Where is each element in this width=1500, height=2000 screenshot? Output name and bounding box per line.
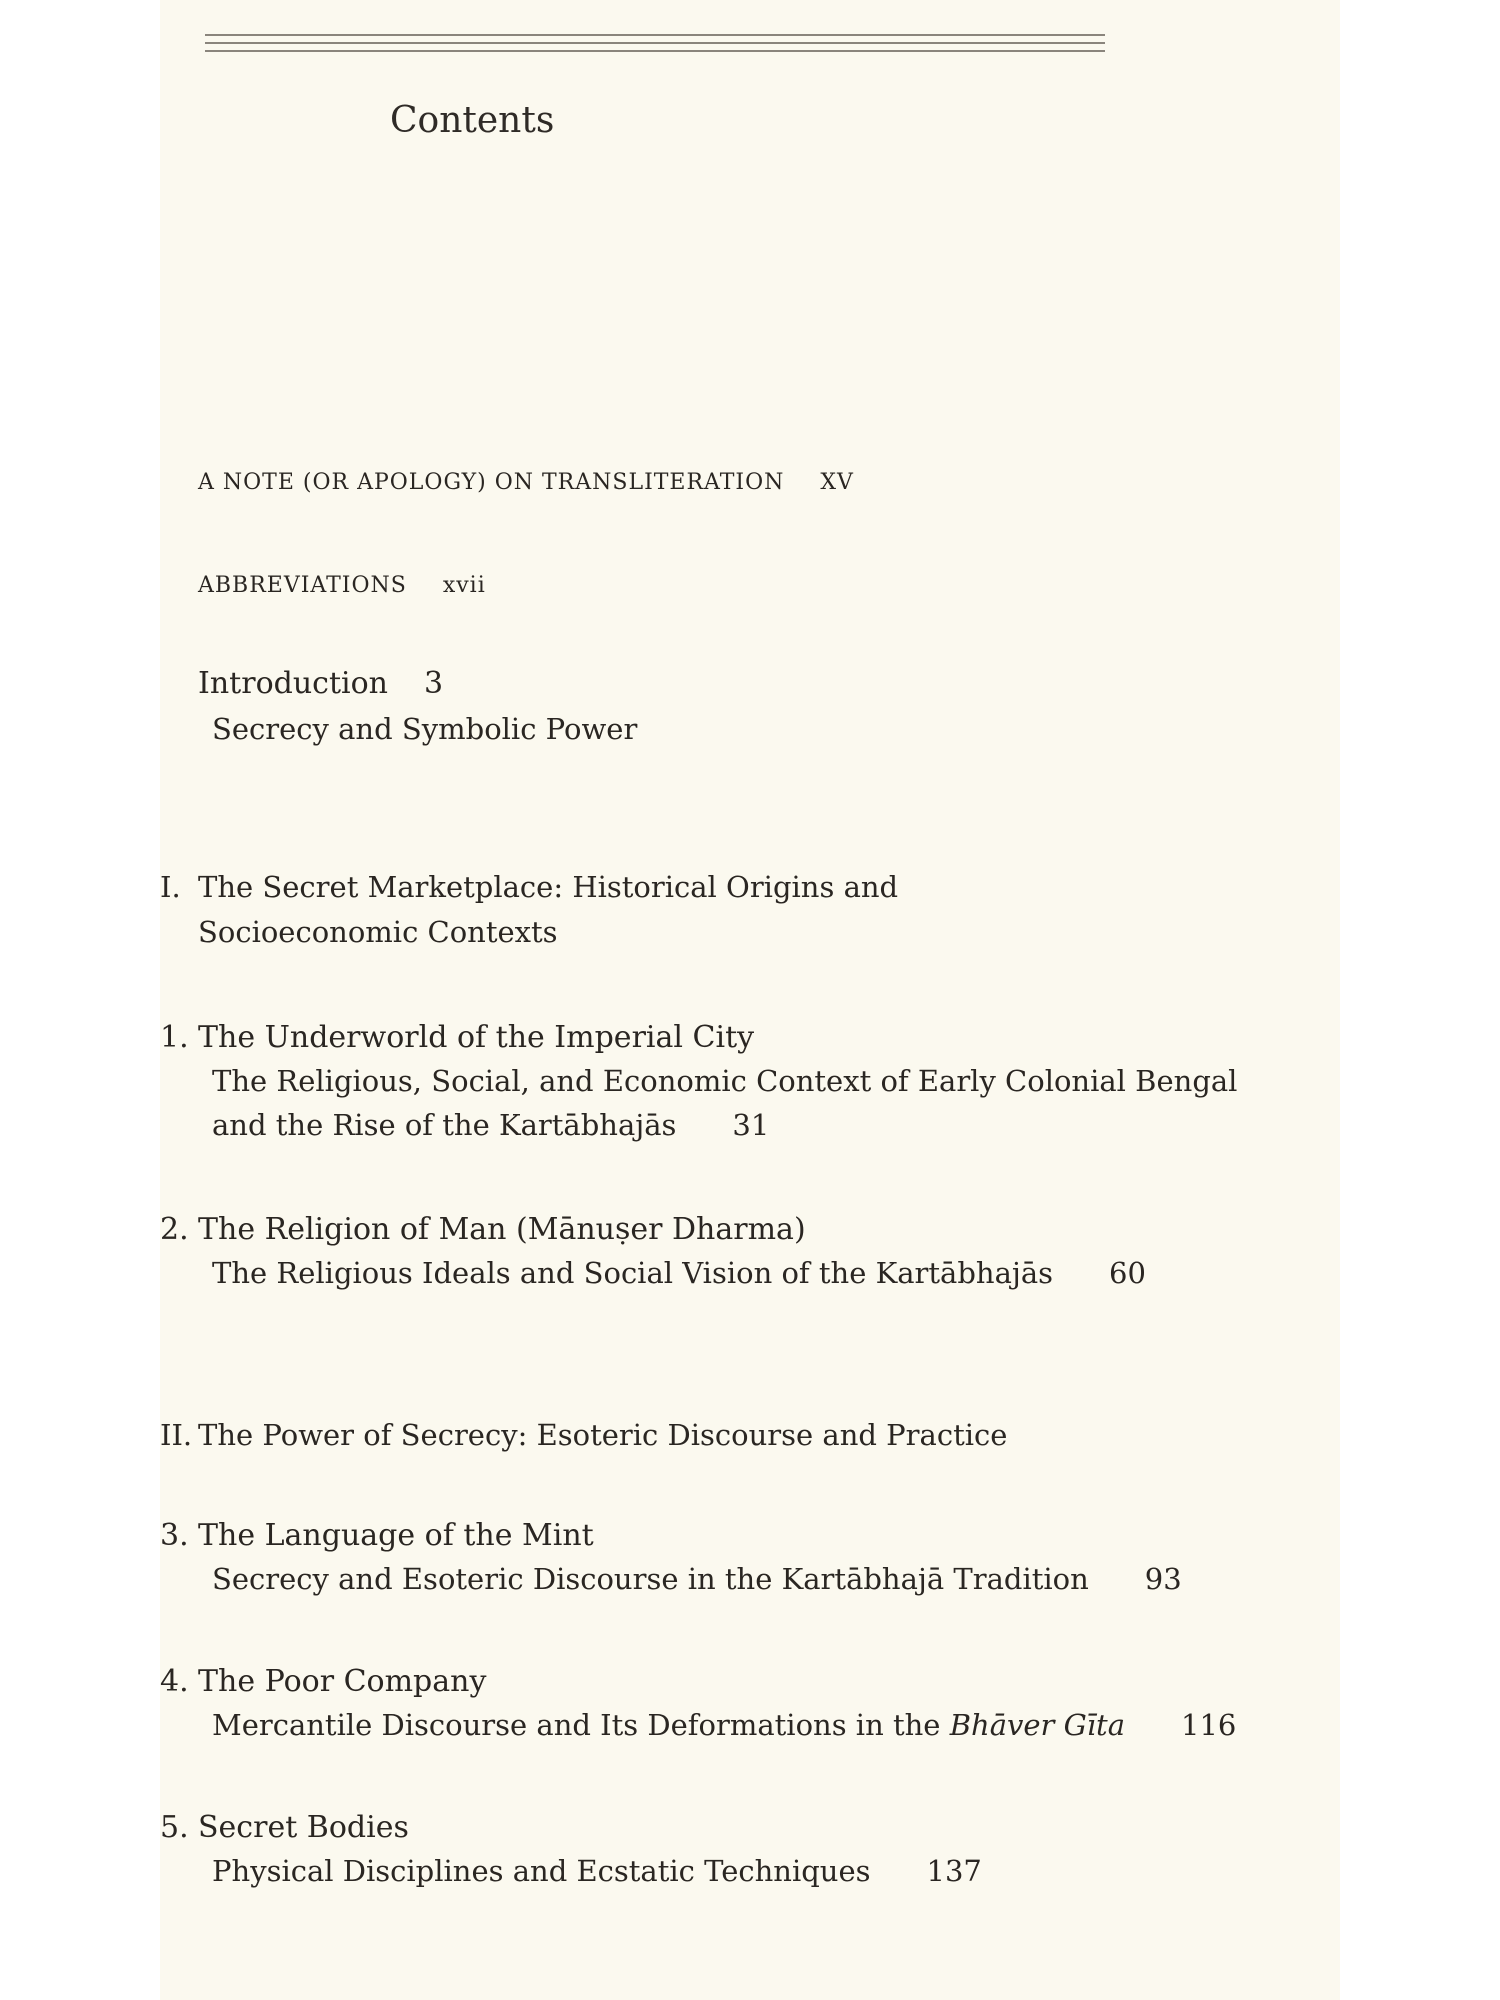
book-page [160,0,1340,2000]
chapter-subtitle [212,1108,769,1142]
chapter-subtitle-text: Secrecy and Esoteric Discourse in the Kartābhajā Tradition [212,1562,1089,1596]
chapter-subtitle [212,1854,982,1888]
chapter-title[interactable]: The Underworld of the Imperial City [198,1020,755,1055]
part-numeral: II. [160,1418,193,1452]
chapter-number: 5. [160,1810,189,1845]
toc-entry-introduction[interactable] [198,666,443,701]
chapter-subtitle-italic: Bhāver Gīta [949,1708,1125,1742]
top-rule [205,42,1105,44]
entry-label: ABBREVIATIONS [198,573,407,598]
toc-entry-abbreviations[interactable] [198,573,486,598]
entry-page: XV [820,470,854,495]
part-title[interactable]: The Power of Secrecy: Esoteric Discourse and Practice [198,1418,1008,1452]
chapter-number: 2. [160,1212,189,1247]
chapter-subtitle: The Religious, Social, and Economic Context of Early Colonial Bengal [212,1064,1238,1098]
chapter-number: 3. [160,1518,189,1553]
chapter-subtitle [212,1562,1182,1596]
entry-page: 137 [926,1854,982,1888]
entry-page: xvii [442,573,486,598]
chapter-number: 4. [160,1664,189,1699]
entry-page: 93 [1144,1562,1182,1596]
entry-page: 31 [732,1108,770,1142]
chapter-title[interactable]: The Religion of Man (Mānuṣer Dharma) [198,1212,806,1247]
toc-entry-transliteration[interactable] [198,470,854,495]
entry-page: 60 [1109,1256,1146,1290]
top-rule [205,34,1105,36]
part-numeral: I. [160,870,181,904]
part-title[interactable]: The Secret Marketplace: Historical Origins and [198,870,899,904]
chapter-subtitle-text: The Religious Ideals and Social Vision of the Kartābhajās [212,1256,1054,1290]
part-title: Socioeconomic Contexts [198,915,558,949]
chapter-subtitle [212,1708,1236,1742]
chapter-title[interactable]: The Language of the Mint [198,1518,594,1553]
chapter-number: 1. [160,1020,189,1055]
top-rule [205,50,1105,52]
entry-page: 116 [1181,1708,1237,1742]
chapter-subtitle [212,1256,1146,1290]
entry-label: A NOTE (OR APOLOGY) ON TRANSLITERATION [198,470,785,495]
entry-label: Introduction [198,666,388,701]
chapter-title[interactable]: Secret Bodies [198,1810,409,1845]
chapter-subtitle-text: Mercantile Discourse and Its Deformations in the [212,1708,941,1742]
chapter-title[interactable]: The Poor Company [198,1664,487,1699]
chapter-subtitle-text: Physical Disciplines and Ecstatic Techniques [212,1854,871,1888]
entry-subtitle: Secrecy and Symbolic Power [212,712,638,746]
page-title: Contents [390,100,555,141]
entry-page: 3 [424,666,444,701]
chapter-subtitle-text: and the Rise of the Kartābhajās [212,1108,677,1142]
